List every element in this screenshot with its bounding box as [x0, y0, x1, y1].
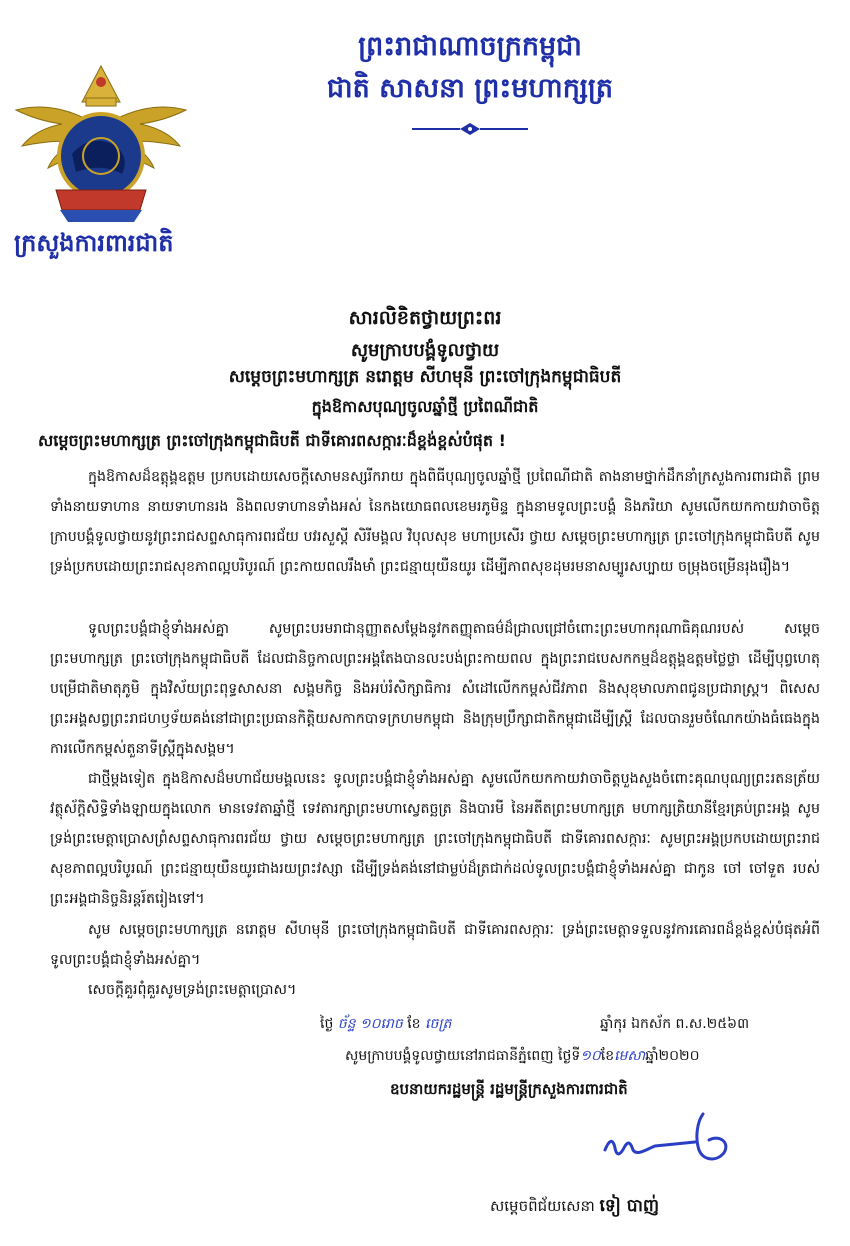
motto-heading: ជាតិ សាសនា ព្រះមហាក្សត្រ: [326, 73, 614, 104]
ornament-divider: [410, 122, 530, 136]
month-value: មេសា: [614, 1048, 646, 1064]
year-prefix: ឆ្នាំ: [645, 1048, 659, 1064]
address-line: សូមក្រាបបង្គំទូលថ្វាយ: [350, 340, 500, 361]
era-year: ឆ្នាំកុរ ឯកស័ក ព.ស.២៥៦៣: [600, 1016, 750, 1032]
paragraph-1: ក្នុងឱកាសដ៏ឧត្តុង្គឧត្តម ប្រកបដោយសេចក្តីសោមនស្សរីករាយ ក្នុងពិធីបុណ្យចូលឆ្នាំថ្មី ប្រពៃណីជាតិ តាងនាមថ្នាក់ដឹកនាំក្រសួងការពារជាតិ ព្រមទាំងនាយទាហាន នាយទាហានរង និងពលទាហានទាំងអស់ នៃកងយោធពលខេមរភូមិន្ទ ក្នុងនាមទូលព្រះបង្គំ និងភរិយា សូមលើកយកកាយវាចាចិត្តក្រាបបង្គំទូលថ្វាយនូវព្រះរាជសព្ទសាធុការពរជ័យ បវរសួស្តី សិរីមង្គល វិបុលសុខ មហាប្រសើរ ថ្វាយ សម្តេចព្រះមហាក្សត្រ ព្រះចៅក្រុងកម្ពុជាធិបតី សូមទ្រង់ប្រកបដោយព្រះរាជសុខភាពល្អបរិបូរណ៍ ព្រះកាយពលរឹងមាំ ព្រះជន្មាយុយឺនយូរ ដើម្បីភាពសុខដុមរមនាសម្បូរសប្បាយ ចម្រុងចម្រើនរុងរឿង។: [50, 469, 820, 575]
addressee-line: សម្តេចព្រះមហាក្សត្រ នរោត្តម សីហមុនី ព្រះចៅក្រុងកម្ពុជាធិបតី: [228, 367, 622, 387]
paragraph-4: សូម សម្តេចព្រះមហាក្សត្រ នរោត្តម សីហមុនី ព្រះចៅក្រុងកម្ពុជាធិបតី ជាទីគោរពសក្ការៈ ទ្រង់ព្រះមេត្តាទទួលនូវការគោរពដ៏ខ្ពង់ខ្ពស់បំផុតអំពីទូលព្រះបង្គំជាខ្ញុំទាំងអស់គ្នា។: [50, 922, 820, 968]
paragraph-5: សេចក្តីគួរពុំគួរសូមទ្រង់ព្រះមេត្តាប្រោស។: [88, 982, 297, 998]
lunar-date: [320, 1014, 451, 1035]
lunar-month-label: ខែ: [407, 1016, 421, 1032]
occasion-line: ក្នុងឱកាសបុណ្យចូលឆ្នាំថ្មី ប្រពៃណីជាតិ: [311, 397, 539, 416]
signatory-position: ឧបនាយករដ្ឋមន្ត្រី រដ្ឋមន្ត្រីក្រសួងការពារជាតិ: [390, 1080, 628, 1098]
letter-title: សារលិខិតថ្វាយព្រះពរ: [348, 307, 502, 329]
kingdom-heading: ព្រះរាជាណាចក្រកម្ពុជា: [358, 31, 582, 62]
place-prefix: សូមក្រាបបង្គំទូលថ្វាយនៅរាជធានីភ្នំពេញ ថ្ងៃទី: [345, 1048, 581, 1064]
day-value: ១០: [580, 1048, 601, 1064]
salutation: សម្តេចព្រះមហាក្សត្រ ព្រះចៅក្រុងកម្ពុជាធិបតី ជាទីគោរពសក្ការៈដ៏ខ្ពង់ខ្ពស់បំផុត !: [38, 431, 506, 450]
lunar-day-label: ថ្ងៃ: [320, 1016, 334, 1032]
ministry-name: ក្រសួងការពារជាតិ: [14, 229, 174, 257]
paragraph-2: ទូលព្រះបង្គំជាខ្ញុំទាំងអស់គ្នា សូមព្រះបរមរាជានុញ្ញាតសម្តែងនូវកតញ្ញុតាធម៌ដ៏ជ្រាលជ្រៅចំពោះព្រះមហាករុណាធិគុណរបស់ សម្តេចព្រះមហាក្សត្រ ព្រះចៅក្រុងកម្ពុជាធិបតី ដែលជានិច្ចកាលព្រះអង្គតែងបានលះបង់ព្រះកាយពល ក្នុងព្រះរាជបេសកកម្មដ៏ឧត្តុង្គឧត្តមថ្លៃថ្លា ដើម្បីបុព្វហេតុបម្រើជាតិមាតុភូមិ ក្នុងវិស័យព្រះពុទ្ធសាសនា សង្គមកិច្ច និងអប់រំសិក្សាធិការ សំដៅលើកកម្ពស់ជីវភាព និងសុខុមាលភាពជូនប្រជារាស្ត្រ។ ពិសេសព្រះអង្គសព្វព្រះរាជហឫទ័យគង់នៅជាព្រះប្រធានកិត្តិយសកាកបាទក្រហមកម្ពុជា និងក្រុមប្រឹក្សាជាតិកម្ពុជាដើម្បីស្ត្រី ដែលបានរួមចំណែកយ៉ាងធំធេងក្នុងការលើកកម្ពស់តួនាទីស្ត្រីក្នុងសង្គម។: [50, 621, 820, 757]
place-date-line: [345, 1046, 700, 1067]
ministry-emblem: [12, 58, 190, 226]
handwritten-signature: [585, 1110, 735, 1180]
year-value: ២០២០: [658, 1048, 700, 1064]
lunar-day-value: ច័ន្ទ ១០រោច: [337, 1016, 403, 1032]
paragraph-3: ជាថ្មីម្តងទៀត ក្នុងឱកាសដ៏មហាជ័យមង្គលនេះ ទូលព្រះបង្គំជាខ្ញុំទាំងអស់គ្នា សូមលើកយកកាយវាចាចិត្តបួងសួងចំពោះគុណបុណ្យព្រះរតនត្រ័យ វត្ថុស័ក្តិសិទ្ធិទាំងឡាយក្នុងលោក មានទេវតាឆ្នាំថ្មី ទេវតារក្សាព្រះមហាស្វេតច្ឆត្រ និងបារមី នៃអតីតព្រះមហាក្សត្រ មហាក្សត្រិយានីខ្មែរគ្រប់ព្រះអង្គ សូមទ្រង់ព្រះមេត្តាប្រោសព្រំសព្ទសាធុការពរជ័យ ថ្វាយ សម្តេចព្រះមហាក្សត្រ ព្រះចៅក្រុងកម្ពុជាធិបតី ជាទីគោរពសក្ការៈ សូមព្រះអង្គប្រកបដោយព្រះរាជសុខភាពល្អបរិបូរណ៍ ព្រះជន្មាយុយឺនយូរជាងរយព្រះវស្សា ដើម្បីទ្រង់គង់នៅជាម្លប់ដ៏ត្រជាក់ដល់ទូលព្រះបង្គំជាខ្ញុំទាំងអស់គ្នា ជាកូន ចៅ ចៅទួត របស់ព្រះអង្គជានិច្ចនិរន្តរ៍តរៀងទៅ។: [50, 771, 820, 907]
month-prefix: ខែ: [600, 1048, 615, 1064]
lunar-month-value: ចេត្រ: [425, 1016, 452, 1032]
signatory-block: [490, 1195, 659, 1220]
signatory-name: ទៀ បាញ់: [599, 1196, 660, 1216]
signatory-rank: សម្តេចពិជ័យសេនា: [490, 1197, 595, 1215]
